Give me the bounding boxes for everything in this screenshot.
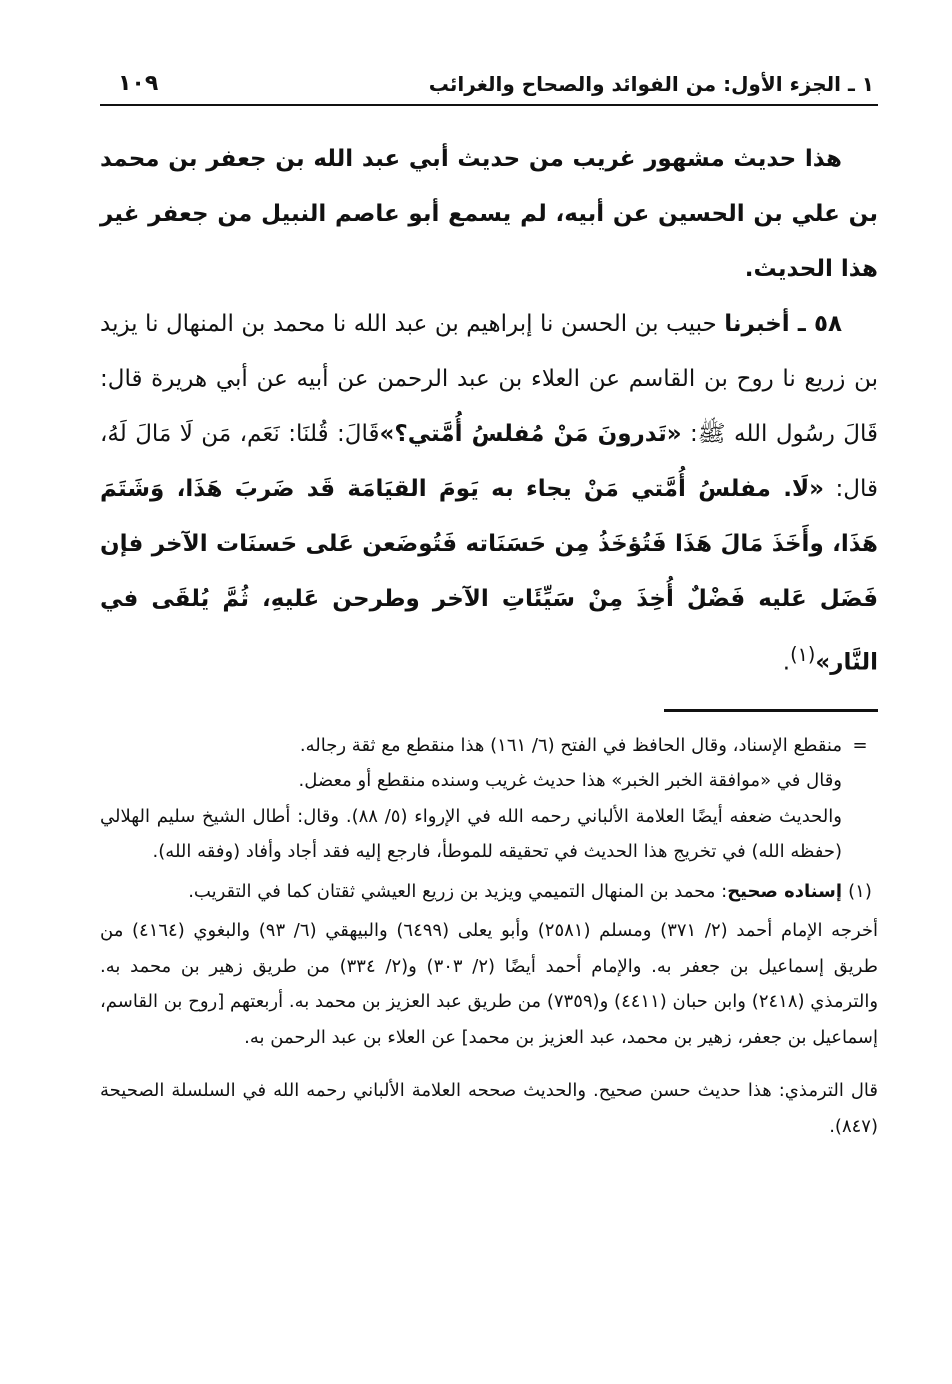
commentary-paragraph: هذا حديث مشهور غريب من حديث أبي عبد الله بن جعفر بن محمد بن علي بن الحسين عن أبيه، لم يسمع أبو عاصم النبيل من جعفر غير هذا الحديث. [100, 146, 878, 282]
footnote-line [100, 874, 842, 910]
footnote-paragraph: أخرجه الإمام أحمد (٢/ ٣٧١) ومسلم (٢٥٨١) وأبو يعلى (٦٤٩٩) والبيهقي (٦/ ٩٣) والبغوي (٤١٦٤) من طريق إسماعيل بن جعفر به. والإمام أحمد أيضًا (٢/ ٣٠٣) و(٢/ ٣٣٤) من طريق زهير بن محمد به. والترمذي (٢٤١٨) وابن حبان (٤٤١١) و(٧٣٥٩) من طريق عبد العزيز بن محمد به. أربعتهم [روح بن القاسم، إسماعيل بن جعفر، زهير بن محمد، عبد العزيز بن محمد] عن العلاء بن عبد الرحمن به. [100, 920, 879, 1048]
main-text [100, 132, 878, 691]
hadith-paragraph [100, 297, 878, 691]
hadith-number-lead: ٥٨ ـ أخبرنا [724, 311, 843, 337]
footnote-text: : محمد بن المنهال التميمي ويزيد بن زريع العيشي ثقتان كما في التقريب. [188, 880, 728, 902]
hadith-quote-2: «لَا. مفلسُ أُمَّتي مَنْ يجاء به يَومَ القيَامَة قَد ضَربَ هَذَا، وَشَتَمَ هَذَا، وأَخَذَ مَالَ هَذَا فَتُؤخَذُ مِن حَسَنَاته فَتُوضَعن عَلى حَسنَات الآخر فإن فَضَل عَليه فَضْلٌ أُخِذَ مِنْ سَيِّئَاتِ الآخر وطرحن عَليهِ، ثُمَّ يُلقَى في النَّار» [100, 476, 878, 676]
hadith-end: . [782, 649, 791, 676]
running-header [100, 62, 878, 106]
footnote-marker: (١) [848, 880, 872, 902]
footnote-line: وقال في «موافقة الخبر الخبر» هذا حديث غريب وسنده منقطع أو معضل. [298, 770, 842, 792]
hadith-dialogue: قَالَ: قُلنَا: نَعَم، مَن لَا مَالَ لَهُ، قال: [100, 421, 878, 502]
footnote-1 [100, 874, 878, 910]
footnote-paragraph: قال الترمذي: هذا حديث حسن صحيح. والحديث صححه العلامة الألباني رحمه الله في السلسلة الصحيحة (٨٤٧). [100, 1080, 878, 1137]
footnote-line: والحديث ضعفه أيضًا العلامة الألباني رحمه الله في الإرواء (٥/ ٨٨). وقال: أطال الشيخ سليم الهلالي (حفظه الله) في تخريج هذا الحديث في تحقيقه للموطأ، فارجع إليه فقد أجاد وأفاد (وفقه الله). [100, 805, 842, 863]
footnote-line: منقطع الإسناد، وقال الحافظ في الفتح (٦/ ١٦١) هذا منقطع مع ثقة رجاله. [299, 734, 842, 756]
footnote-separator [664, 709, 878, 712]
footnote-ref: (١) [790, 643, 816, 666]
footnote-lead: إسناده صحيح [727, 880, 842, 902]
hadith-quote-1: «تَدرونَ مَنْ مُفلسُ أُمَّتي؟» [379, 421, 682, 447]
page-number: ١٠٩ [118, 71, 159, 96]
book-page [100, 62, 878, 1362]
header-title: ١ ـ الجزء الأول: من الفوائد والصحاح والغرائب [428, 72, 874, 96]
footnote-continuation [100, 728, 878, 870]
continuation-marker: = [852, 734, 868, 756]
footnotes [100, 728, 878, 1145]
hadith-isnad: حبيب بن الحسن نا إبراهيم بن عبد الله نا محمد بن المنهال نا يزيد بن زريع نا روح بن القاسم عن العلاء بن عبد الرحمن عن أبيه عن أبي هريرة قال: قَالَ رسُول الله ﷺ: [100, 311, 878, 447]
